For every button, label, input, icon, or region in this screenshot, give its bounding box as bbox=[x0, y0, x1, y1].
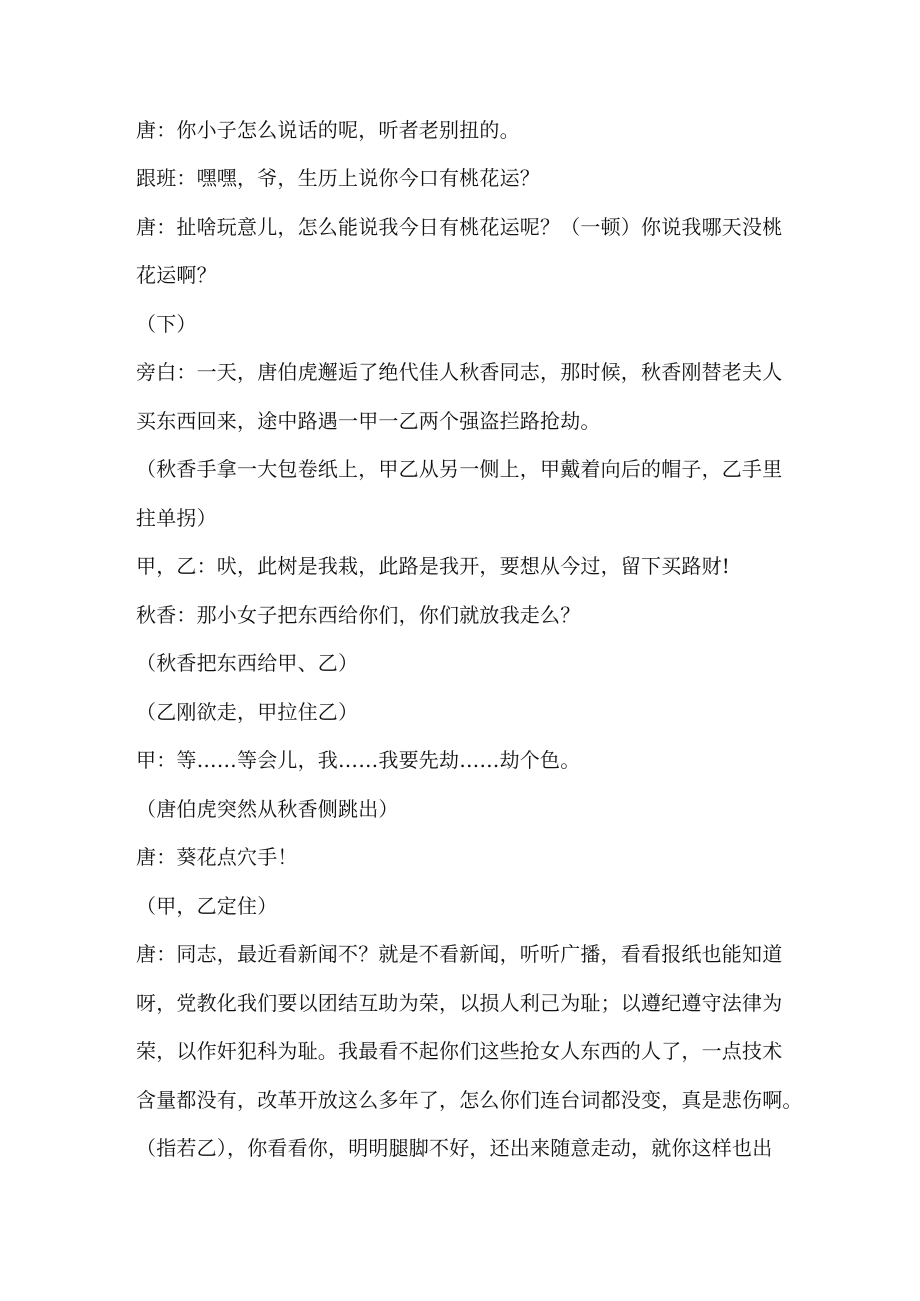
text-line: （甲，乙定住） bbox=[136, 894, 278, 918]
text-line: （秋香把东西给甲、乙） bbox=[136, 651, 359, 675]
text-line: 唐：你小子怎么说话的呢，听者老别扭的。 bbox=[136, 118, 520, 142]
text-line: 买东西回来，途中路遇一甲一乙两个强盗拦路抢劫。 bbox=[136, 409, 601, 433]
text-line: 跟班：嘿嘿，爷，生历上说你今口有桃花运？ bbox=[136, 166, 540, 190]
text-line: （秋香手拿一大包卷纸上，甲乙从另一侧上，甲戴着向后的帽子，乙手里 bbox=[136, 457, 783, 481]
text-line: 花运啊？ bbox=[136, 263, 217, 287]
text-line: （乙刚欲走，甲拉住乙） bbox=[136, 700, 359, 724]
text-line: （下） bbox=[136, 312, 197, 336]
text-line: 甲：等……等会儿，我……我要先劫……劫个色。 bbox=[136, 748, 581, 772]
text-line: （唐伯虎突然从秋香侧跳出） bbox=[136, 797, 399, 821]
text-line: 拄单拐） bbox=[136, 506, 217, 530]
text-line: 旁白：一天，唐伯虎邂逅了绝代佳人秋香同志，那时候，秋香刚替老夫人 bbox=[136, 360, 783, 384]
text-line: 荣，以作奸犯科为耻。我最看不起你们这些抢女人东西的人了，一点技术 bbox=[136, 1039, 783, 1063]
text-line: 含量都没有，改革开放这么多年了，怎么你们连台词都没变，真是悲伤啊。 bbox=[136, 1088, 803, 1112]
text-line: 唐：同志，最近看新闻不？就是不看新闻，听听广播，看看报纸也能知道 bbox=[136, 942, 783, 966]
text-line: 呀，党教化我们要以团结互助为荣，以损人利己为耻；以遵纪遵守法律为 bbox=[136, 991, 783, 1015]
text-line: 秋香：那小女子把东西给你们，你们就放我走么？ bbox=[136, 603, 581, 627]
text-line: 唐：扯啥玩意儿，怎么能说我今日有桃花运呢？（一顿）你说我哪天没桃 bbox=[136, 215, 783, 239]
text-line: 唐：葵花点穴手！ bbox=[136, 845, 298, 869]
text-line: （指若乙），你看看你，明明腿脚不好，还出来随意走动，就你这样也出 bbox=[136, 1136, 773, 1160]
text-line: 甲，乙：吠，此树是我栽，此路是我开，要想从今过，留下买路财! bbox=[136, 554, 731, 578]
